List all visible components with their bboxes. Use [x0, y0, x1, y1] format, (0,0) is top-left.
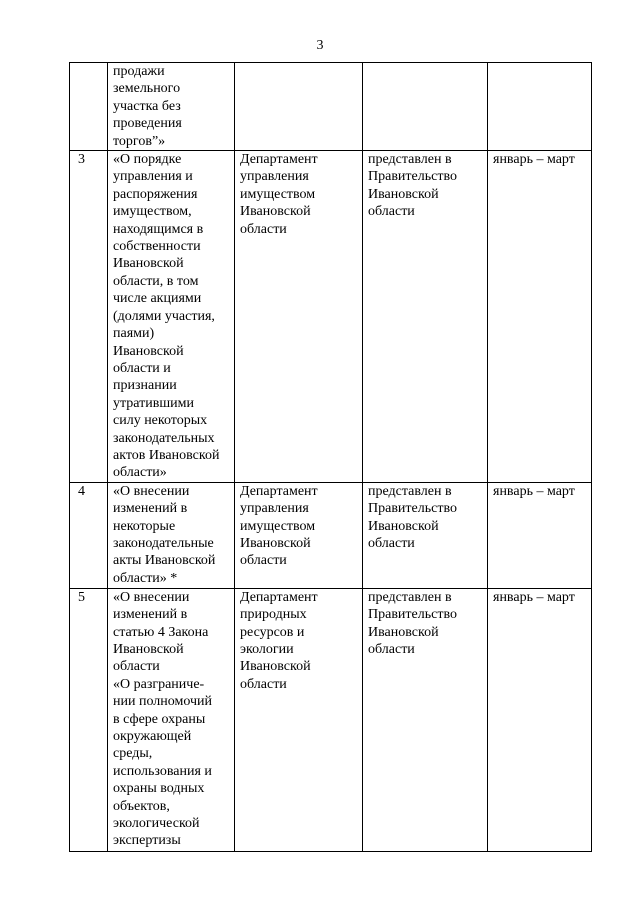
table-row [70, 482, 592, 588]
status-cell: представлен в Правительство Ивановской области [363, 151, 488, 483]
status-cell: представлен в Правительство Ивановской области [363, 588, 488, 851]
status-cell: представлен в Правительство Ивановской области [363, 482, 488, 588]
department-cell: Департамент управления имуществом Ивановской области [235, 482, 363, 588]
legislation-plan-table [69, 62, 592, 852]
row-number-cell: 5 [70, 588, 108, 851]
table-row [70, 588, 592, 851]
department-cell: Департамент природных ресурсов и экологии Ивановской области [235, 588, 363, 851]
period-cell: январь – март [488, 151, 592, 483]
row-number-cell [70, 63, 108, 151]
bill-title-cell: «О внесении изменений в некоторые законодательные акты Ивановской области» * [108, 482, 235, 588]
bill-title-cell: продажи земельного участка без проведения торгов”» [108, 63, 235, 151]
table-row [70, 63, 592, 151]
page-number: 3 [316, 38, 324, 53]
status-cell [363, 63, 488, 151]
bill-title-cell: «О порядке управления и распоряжения имуществом, находящимся в собственности Ивановской области, в том числе акциями (долями участия, паями) Ивановской области и признании утратившими силу некоторых законодательных актов Ивановской области» [108, 151, 235, 483]
department-cell: Департамент управления имуществом Ивановской области [235, 151, 363, 483]
row-number-cell: 3 [70, 151, 108, 483]
period-cell: январь – март [488, 588, 592, 851]
bill-title-cell: «О внесении изменений в статью 4 Закона Ивановской области «О разграниче- нии полномочий в сфере охраны окружающей среды, использования и охраны водных объектов, экологической экспертизы [108, 588, 235, 851]
row-number-cell: 4 [70, 482, 108, 588]
period-cell [488, 63, 592, 151]
period-cell: январь – март [488, 482, 592, 588]
department-cell [235, 63, 363, 151]
table-row [70, 151, 592, 483]
